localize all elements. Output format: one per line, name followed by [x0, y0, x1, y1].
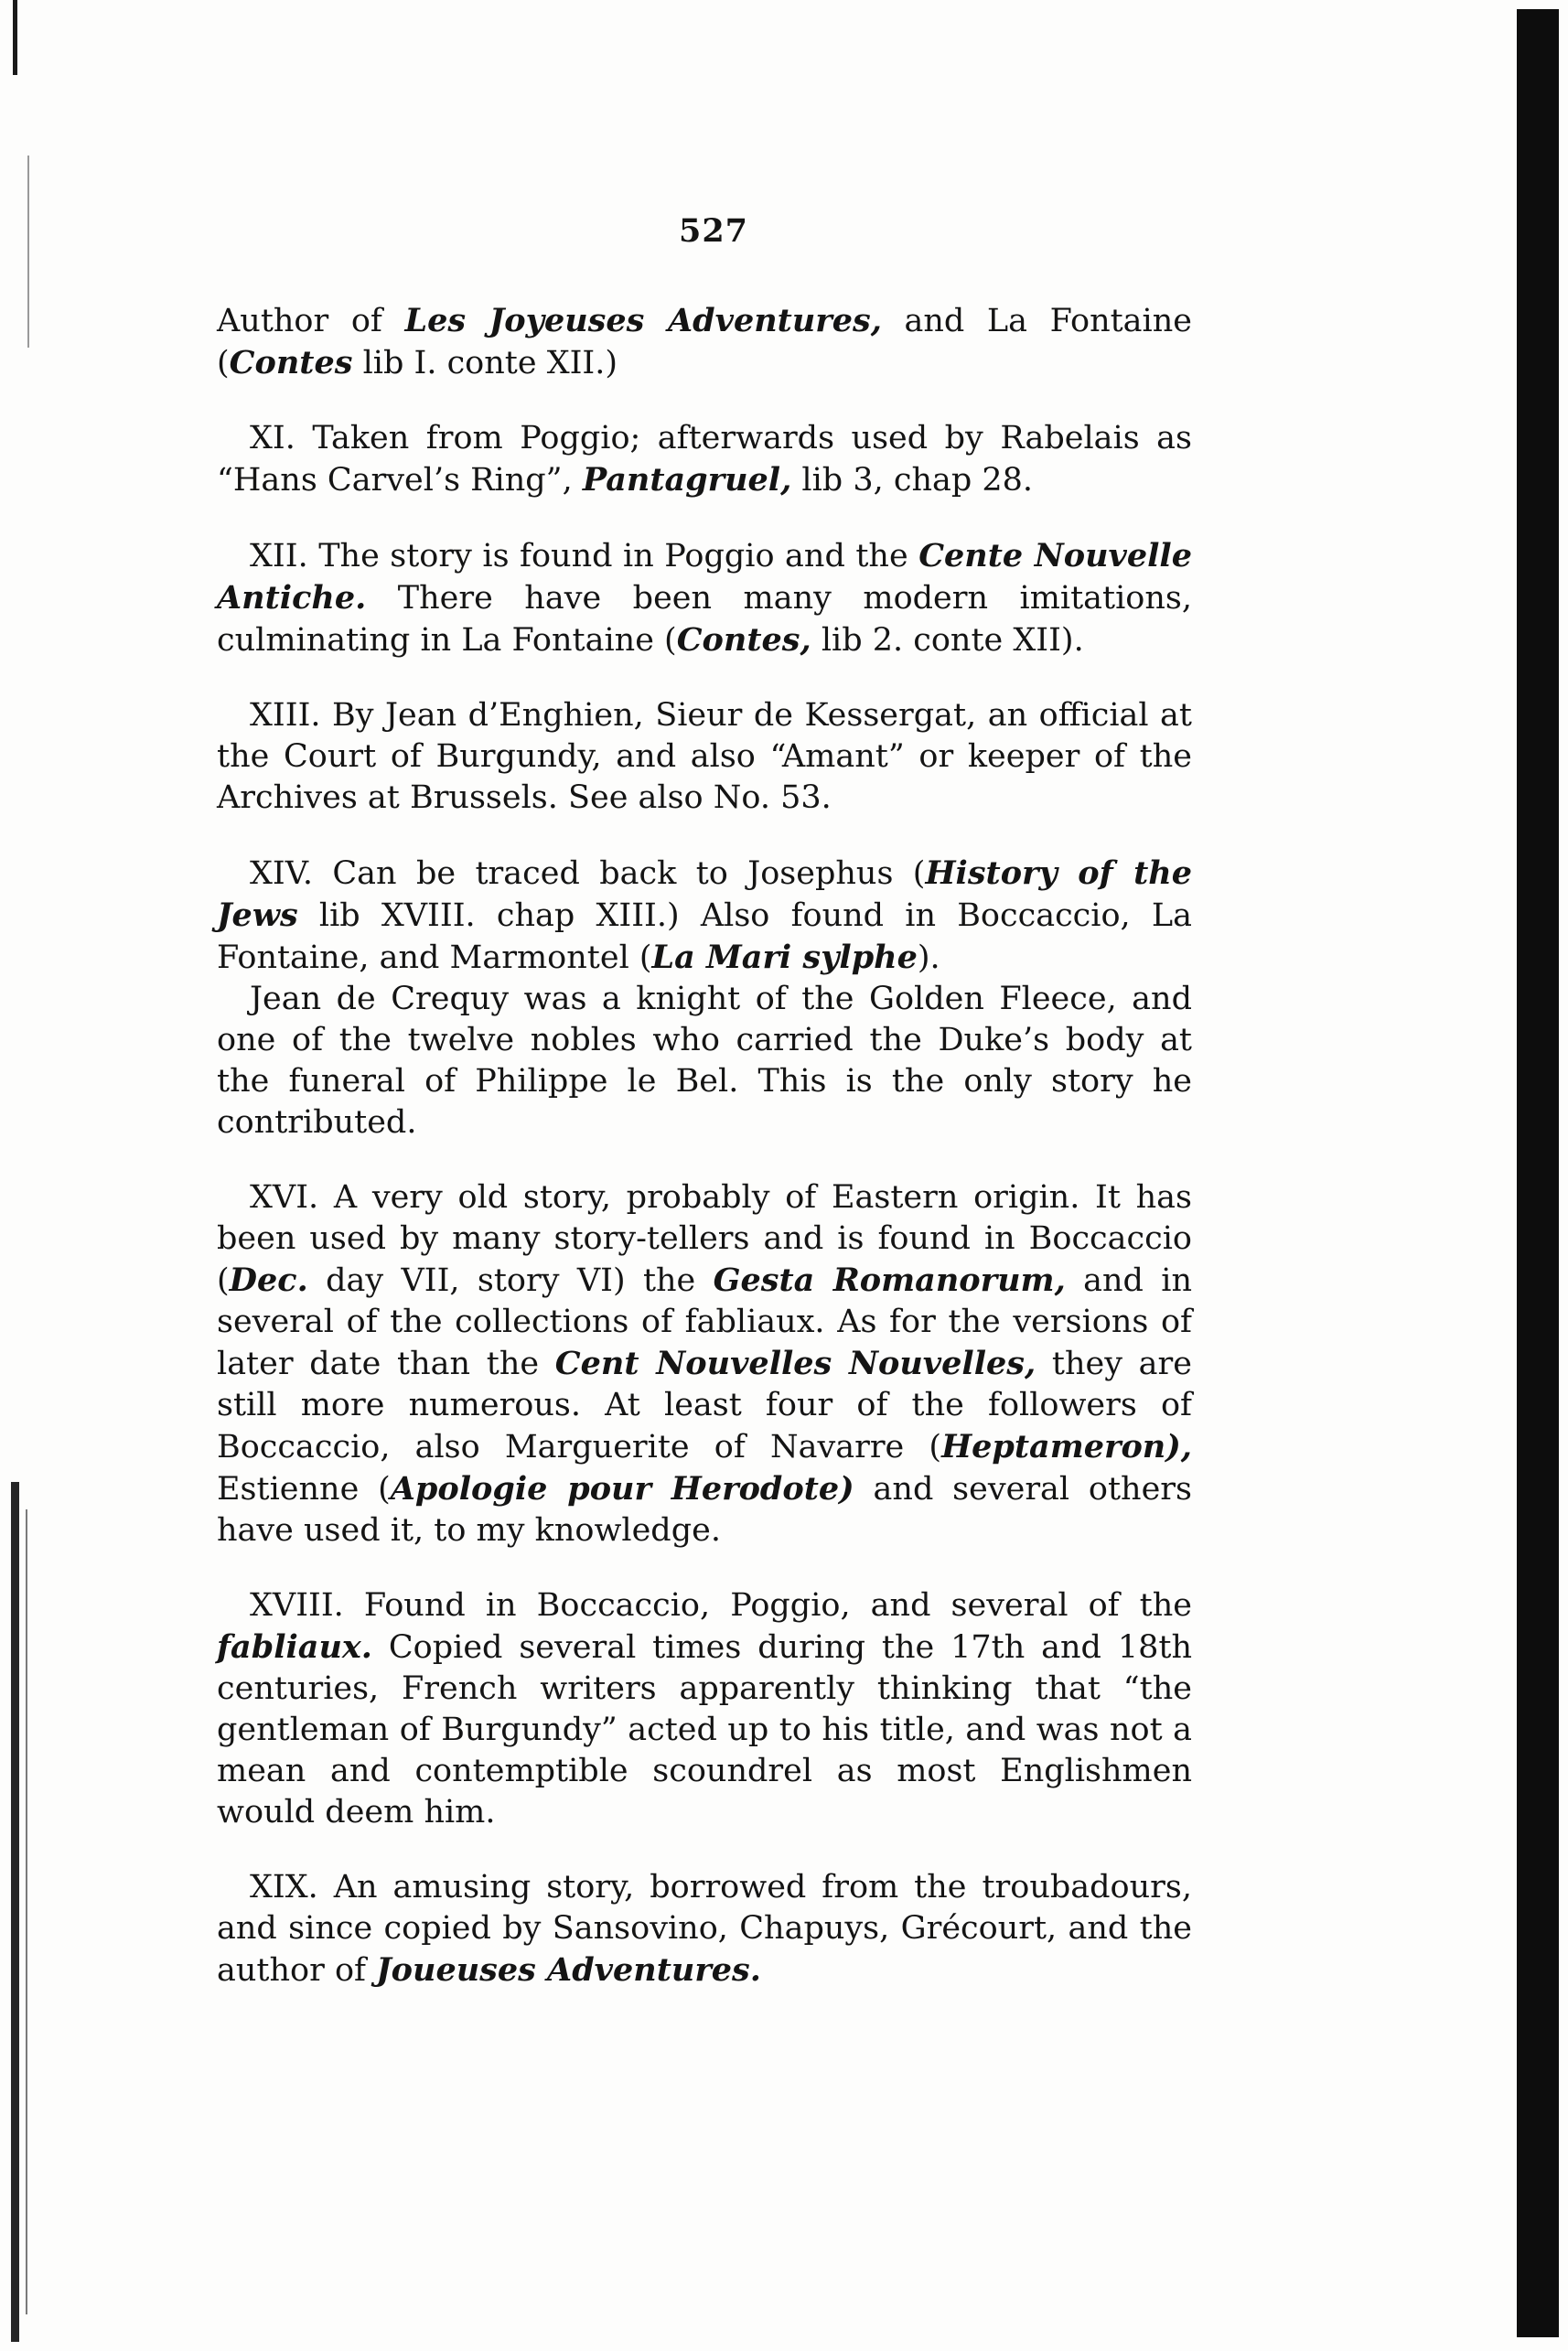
note-xiii: XIII. By Jean d’Enghien, Sieur de Kessergat, an official at the Court of Burgundy, and also “Amant” or keeper of the Archives at Brussels. See also No. 53. [217, 697, 1192, 816]
note-xiv-contributor: Jean de Crequy was a knight of the Golden Fleece, and one of the twelve nobles who carried the Duke’s body at the funeral of Philippe le Bel. This is the only story he contributed. [217, 981, 1192, 1141]
note-xii: XII. The story is found in Poggio and the Cente Nouvelle Antiche. There have been many modern imitations, culminating in La Fontaine (Contes, lib 2. conte XII). [217, 537, 1192, 659]
note-xviii: XVIII. Found in Boccaccio, Poggio, and several of the fabliaux. Copied several times during the 17th and 18th centuries, French writers apparently thinking that “the gentleman of Burgundy” acted up to his title, and was not a mean and contemptible scoundrel as most Englishmen would deem him. [217, 1587, 1192, 1830]
notes-body [217, 300, 1192, 2025]
binding-edge-right [1517, 9, 1559, 2337]
scan-edge-line [27, 156, 29, 348]
page-number: 527 [678, 212, 749, 250]
note-xiv: XIV. Can be traced back to Josephus (History of the Jews lib XVIII. chap XIII.) Also found in Boccaccio, La Fontaine, and Marmontel (La Mari sylphe). [217, 854, 1192, 976]
scan-edge-line-bottom [26, 1509, 27, 2314]
note-xi: XI. Taken from Poggio; afterwards used by Rabelais as “Hans Carvel’s Ring”, Pantagruel, lib 3, chap 28. [217, 420, 1192, 499]
note-xvi: XVI. A very old story, probably of Eastern origin. It has been used by many story-tellers and is found in Boccaccio (Dec. day VII, story VI) the Gesta Romanorum, and in several of the collections of fabliaux. As for the versions of later date than the Cent Nouvelles Nouvelles, they are still more numerous. At least four of the followers of Boccaccio, also Marguerite of Navarre (Heptameron), Estienne (Apologie pour Herodote) and several others have used it, to my knowledge. [217, 1179, 1192, 1549]
scan-edge-mark-bottom [11, 1482, 19, 2342]
note-xix: XIX. An amusing story, borrowed from the troubadours, and since copied by Sansovino, Chapuys, Grécourt, and the author of Joueuses Adventures. [217, 1869, 1192, 1989]
scan-edge-mark-top [13, 0, 17, 75]
note-continuation: Author of Les Joyeuses Adventures, and La Fontaine (Contes lib I. conte XII.) [217, 302, 1192, 381]
